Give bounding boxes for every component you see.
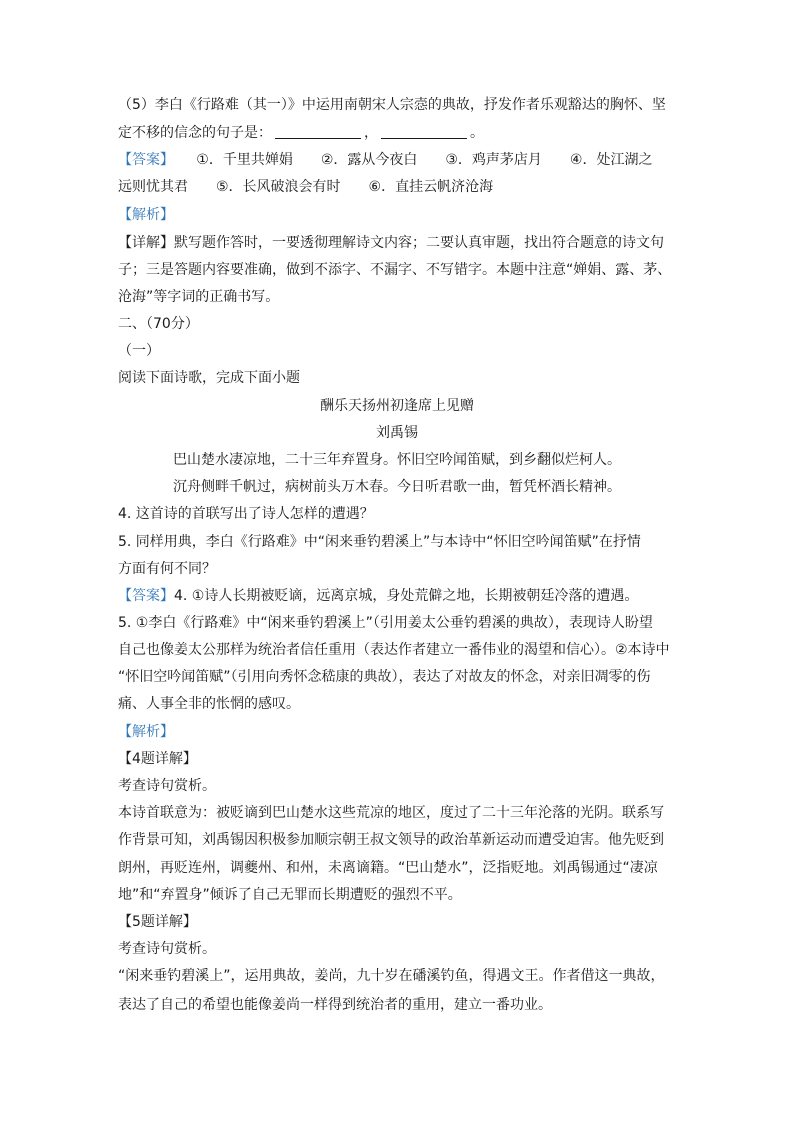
answer-blank-2 xyxy=(381,124,467,139)
q5-detail-kind: 考查诗句赏析。 xyxy=(118,941,216,957)
answer-tag: 【答案】 xyxy=(118,588,174,604)
section-sub: （一） xyxy=(118,343,160,359)
q5-fill-sep: ， xyxy=(364,125,378,141)
question-4: 4. 这首诗的首联写出了诗人怎样的遭遇？ xyxy=(118,506,374,522)
q4-detail-head: 【4题详解】 xyxy=(118,751,197,767)
q5-fill-line2 xyxy=(118,123,484,143)
answer-tag: 【答案】 xyxy=(118,152,174,168)
q4-detail-line2: 作背景可知，刘禹锡因积极参加顺宗朝王叔文领导的政治革新运动而遭受迫害。他先贬到 xyxy=(118,832,664,848)
q5-detail-line1: “闲来垂钓碧溪上”，运用典故，姜尚，九十岁在磻溪钓鱼，得遇文王。作者借这一典故， xyxy=(118,968,665,984)
poem-title: 酬乐天扬州初逢席上见赠 xyxy=(320,398,474,414)
analysis-tag: 【解析】 xyxy=(118,207,174,223)
detail-tag: 【详解】 xyxy=(118,235,174,251)
answer1-line1 xyxy=(118,150,652,170)
question-5-line2: 方面有何不同？ xyxy=(118,561,216,577)
q5-fill-line1: （5）李白《行路难（其一）》中运用南朝宋人宗悫的典故，抒发作者乐观豁达的胸怀、坚 xyxy=(118,97,666,113)
analysis-tag: 【解析】 xyxy=(118,724,174,740)
q5-detail-line2: 表达了自己的希望也能像姜尚一样得到统治者的重用，建立一番功业。 xyxy=(118,997,552,1013)
answer2-line1 xyxy=(118,586,638,606)
answer-5-line1: 5. ①李白《行路难》中“闲来垂钓碧溪上”（引用姜太公垂钓碧溪的典故），表现诗人盼望 xyxy=(118,615,653,631)
q4-detail-line3: 朗州，再贬连州，调夔州、和州，未离谪籍。“巴山楚水”，泛指贬地。刘禹锡通过“凄凉 xyxy=(118,860,658,876)
answer-5-line4: 痛、人事全非的怅惘的感叹。 xyxy=(118,696,300,712)
analysis1-text1: 默写题作答时，一要透彻理解诗文内容；二要认真审题，找出符合题意的诗文句 xyxy=(174,235,664,251)
analysis1-line1 xyxy=(118,233,664,253)
question-5-line1: 5. 同样用典，李白《行路难》中“闲来垂钓碧溪上”与本诗中“怀旧空吟闻笛赋”在抒情 xyxy=(118,534,641,550)
answer-blank-1 xyxy=(275,124,361,139)
answer-5-line3: “怀旧空吟闻笛赋”（引用向秀怀念嵇康的典故），表达了对故友的怀念，对亲旧凋零的伤 xyxy=(118,669,651,685)
answer1-text1: ①．千里共婵娟 ②．露从今夜白 ③．鸡声茅店月 ④．处江湖之 xyxy=(196,152,653,168)
answer1-line2: 远则忧其君 ⑤．长风破浪会有时 ⑥．直挂云帆济沧海 xyxy=(118,179,494,195)
answer-5-line2: 自己也像姜太公那样为统治者信任重用（表达作者建立一番伟业的渴望和信心）。②本诗中 xyxy=(118,642,670,658)
analysis1-line3: 沧海”等字词的正确书写。 xyxy=(118,289,280,305)
q5-fill-prompt: 定不移的信念的句子是： xyxy=(118,125,272,141)
q5-detail-head: 【5题详解】 xyxy=(118,914,197,930)
answer-4-text: 4. ①诗人长期被贬谪，远离京城，身处荒僻之地，长期被朝廷冷落的遭遇。 xyxy=(174,588,639,604)
section-heading: 二、（70分） xyxy=(118,316,199,332)
poem-line2: 沉舟侧畔千帆过，病树前头万木春。今日听君歌一曲，暂凭杯酒长精神。 xyxy=(173,479,621,495)
q4-detail-line1: 本诗首联意为：被贬谪到巴山楚水这些荒凉的地区，度过了二十三年沦落的光阴。联系写 xyxy=(118,805,664,821)
q5-fill-end: 。 xyxy=(470,125,484,141)
poem-author: 刘禹锡 xyxy=(376,425,418,441)
instruction: 阅读下面诗歌，完成下面小题 xyxy=(118,370,300,386)
q4-detail-line4: 地”和“弃置身”倾诉了自己无罪而长期遭贬的强烈不平。 xyxy=(118,887,462,903)
analysis1-line2: 子；三是答题内容要准确，做到不添字、不漏字、不写错字。本题中注意“婵娟、露、茅、 xyxy=(118,262,672,278)
poem-line1: 巴山楚水凄凉地，二十三年弃置身。怀旧空吟闻笛赋，到乡翻似烂柯人。 xyxy=(173,452,621,468)
q4-detail-kind: 考查诗句赏析。 xyxy=(118,778,216,794)
